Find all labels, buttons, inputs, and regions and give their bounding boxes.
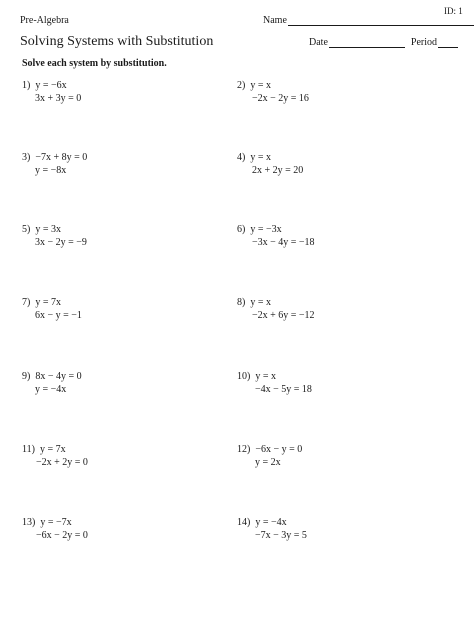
- equation-2: 3x − 2y = −9: [35, 237, 87, 248]
- problem-number: 6): [237, 224, 246, 235]
- equation-2: −2x + 2y = 0: [36, 457, 88, 468]
- date-period-field: [309, 37, 458, 48]
- equation-1: y = x: [250, 80, 271, 91]
- equation-1: y = −6x: [35, 80, 67, 91]
- problem-number: 10): [237, 371, 251, 382]
- date-blank-line: [329, 37, 405, 48]
- problem-number: 12): [237, 444, 251, 455]
- problem-number: 1): [22, 80, 31, 91]
- subject-label: Pre-Algebra: [20, 15, 69, 26]
- problem-1: [22, 79, 81, 105]
- equation-2: −2x + 6y = −12: [252, 310, 315, 321]
- equation-2: −3x − 4y = −18: [252, 237, 315, 248]
- problem-number: 14): [237, 517, 251, 528]
- equation-1: y = x: [250, 152, 271, 163]
- equation-1: y = x: [255, 371, 276, 382]
- problem-6: [237, 223, 315, 249]
- problem-3: [22, 151, 87, 177]
- problem-2: [237, 79, 309, 105]
- equation-2: −2x − 2y = 16: [252, 93, 309, 104]
- equation-1: 8x − 4y = 0: [35, 371, 82, 382]
- equation-1: y = −4x: [255, 517, 287, 528]
- equation-2: y = 2x: [255, 457, 281, 468]
- page-title: Solving Systems with Substitution: [20, 34, 214, 49]
- equation-2: −6x − 2y = 0: [36, 530, 88, 541]
- equation-1: y = x: [250, 297, 271, 308]
- equation-2: −7x − 3y = 5: [255, 530, 307, 541]
- equation-1: −6x − y = 0: [255, 444, 303, 455]
- problem-8: [237, 296, 315, 322]
- problem-number: 4): [237, 152, 246, 163]
- problem-4: [237, 151, 303, 177]
- name-label: Name: [263, 15, 287, 26]
- problem-9: [22, 370, 82, 396]
- problem-number: 2): [237, 80, 246, 91]
- equation-1: y = −3x: [250, 224, 282, 235]
- equation-2: 3x + 3y = 0: [35, 93, 82, 104]
- problem-number: 7): [22, 297, 31, 308]
- equation-2: 6x − y = −1: [35, 310, 82, 321]
- problem-7: [22, 296, 82, 322]
- date-label: Date: [309, 37, 328, 48]
- instructions: Solve each system by substitution.: [22, 58, 167, 69]
- equation-2: y = −4x: [35, 384, 67, 395]
- problem-5: [22, 223, 87, 249]
- equation-2: y = −8x: [35, 165, 67, 176]
- problem-10: [237, 370, 312, 396]
- name-field: [263, 15, 474, 26]
- problem-number: 3): [22, 152, 31, 163]
- problem-13: [22, 516, 88, 542]
- equation-1: y = 7x: [35, 297, 61, 308]
- problem-number: 13): [22, 517, 36, 528]
- problem-12: [237, 443, 302, 469]
- period-blank-line: [438, 37, 458, 48]
- problem-number: 9): [22, 371, 31, 382]
- equation-1: −7x + 8y = 0: [35, 152, 88, 163]
- period-label: Period: [410, 37, 437, 48]
- problem-number: 11): [22, 444, 35, 455]
- problem-11: [22, 443, 88, 469]
- equation-2: −4x − 5y = 18: [255, 384, 312, 395]
- problem-number: 8): [237, 297, 246, 308]
- equation-2: 2x + 2y = 20: [252, 165, 304, 176]
- equation-1: y = −7x: [40, 517, 72, 528]
- name-blank-line: [288, 15, 474, 26]
- problem-14: [237, 516, 307, 542]
- worksheet-id: ID: 1: [444, 6, 463, 16]
- equation-1: y = 3x: [35, 224, 61, 235]
- equation-1: y = 7x: [39, 444, 66, 455]
- problem-number: 5): [22, 224, 31, 235]
